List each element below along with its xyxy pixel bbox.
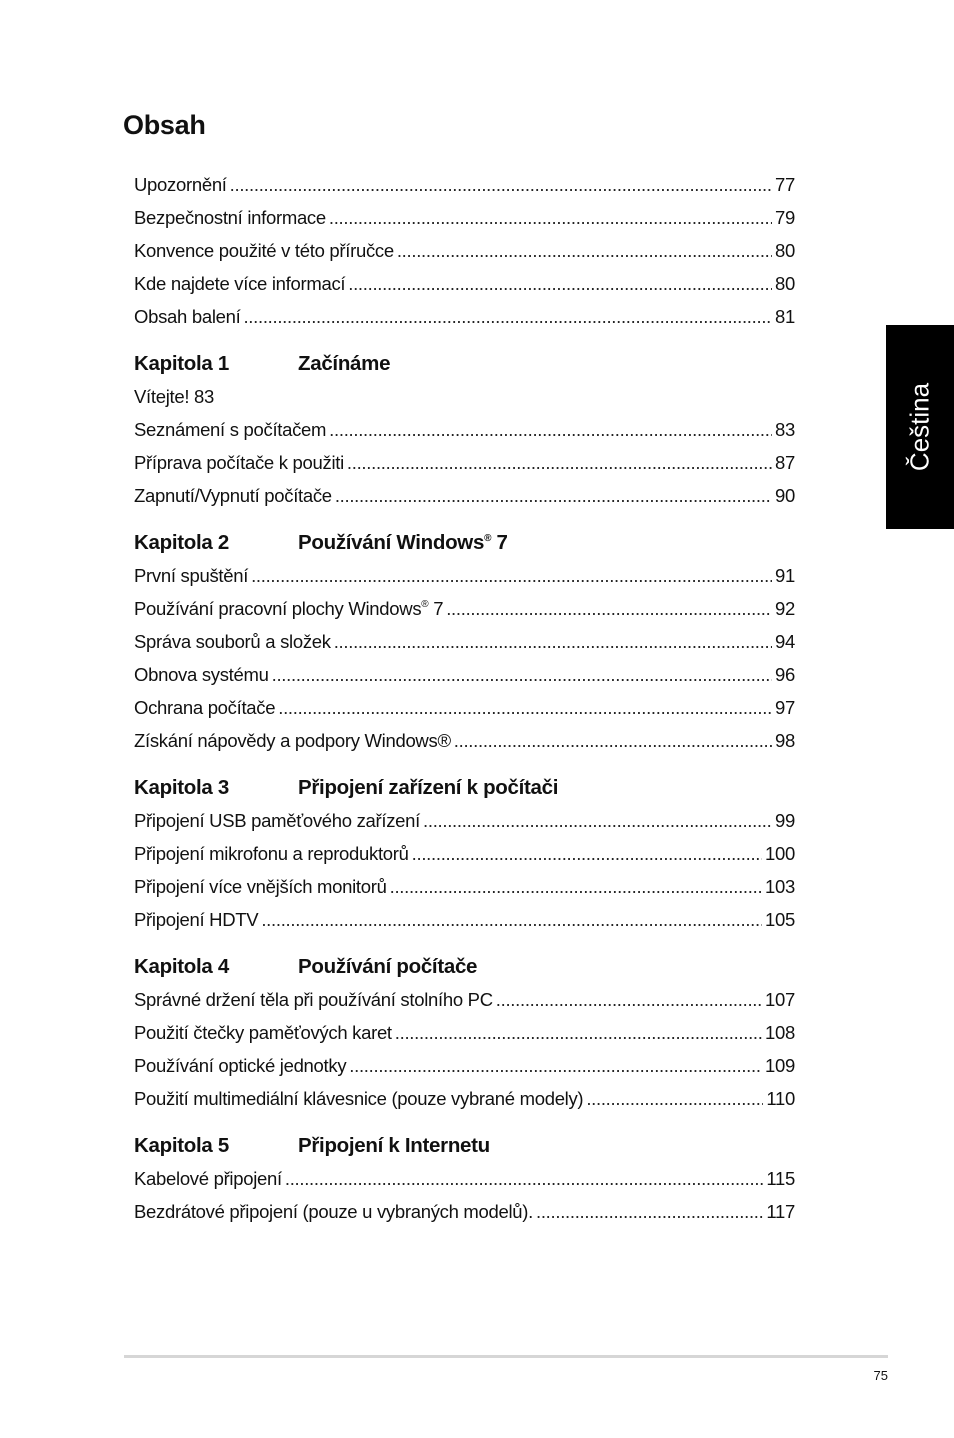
- chapter-name-text: Připojení zařízení k počítači: [298, 776, 559, 799]
- entry-page: 79: [775, 207, 795, 228]
- dot-leader: [261, 903, 762, 936]
- entry-label: [134, 559, 248, 592]
- entry-label: [134, 479, 332, 512]
- entry-page: 110: [766, 1088, 795, 1109]
- entry-label-text: Připojení HDTV: [134, 909, 259, 930]
- chapter-number: Kapitola 3: [134, 776, 229, 799]
- entry-label-text: Seznámení s počítačem: [134, 419, 327, 440]
- entry-page: 97: [775, 697, 795, 718]
- entry-label-text: Použití čtečky paměťových karet: [134, 1022, 392, 1043]
- toc-entry: [134, 1049, 795, 1082]
- table-of-contents: [134, 168, 795, 1228]
- chapter-name-text: Používání počítače: [298, 955, 478, 978]
- dot-leader: [335, 479, 772, 512]
- dot-leader: [285, 1162, 764, 1195]
- dot-leader: [395, 1016, 762, 1049]
- dot-leader: [251, 559, 772, 592]
- toc-entry: [134, 168, 795, 201]
- dot-leader: [243, 300, 772, 333]
- chapter-section: [134, 772, 795, 936]
- chapter-heading: [134, 1130, 795, 1162]
- chapter-number: Kapitola 4: [134, 955, 229, 978]
- entry-page: 96: [775, 664, 795, 685]
- chapter-name: [298, 772, 558, 804]
- toc-entry: [134, 903, 795, 936]
- entry-label: [134, 446, 344, 479]
- entry-label: [134, 691, 275, 724]
- entry-page: 81: [775, 306, 795, 327]
- entry-label-text: Bezpečnostní informace: [134, 207, 326, 228]
- footer-divider: [124, 1355, 888, 1358]
- chapter-name-text: Používání Windows: [298, 531, 485, 554]
- dot-leader: [278, 691, 772, 724]
- entry-label: [134, 903, 258, 936]
- language-tab: [886, 325, 954, 529]
- entry-page: 108: [765, 1022, 795, 1043]
- entry-label: [134, 658, 269, 691]
- toc-entry: [134, 658, 795, 691]
- toc-entry: [134, 234, 795, 267]
- chapter-heading: [134, 348, 795, 380]
- registered-mark: ®: [484, 533, 492, 544]
- toc-entry: [134, 1082, 795, 1115]
- toc-entry: [134, 300, 795, 333]
- chapter-number: Kapitola 2: [134, 531, 229, 554]
- entry-label: [134, 267, 345, 300]
- toc-entry: [134, 804, 795, 837]
- entry-page: 77: [775, 174, 795, 195]
- toc-entry: [134, 479, 795, 512]
- entry-label-text: Obnova systému: [134, 664, 269, 685]
- chapter-name: [298, 1130, 490, 1162]
- language-label: Čeština: [904, 382, 935, 472]
- dot-leader: [586, 1082, 763, 1115]
- toc-entry: [134, 870, 795, 903]
- chapter-name: [298, 527, 508, 559]
- chapter-name-text: Připojení k Internetu: [298, 1134, 490, 1157]
- toc-entry: [134, 1195, 795, 1228]
- entry-label-text: Připojení USB paměťového zařízení: [134, 810, 421, 831]
- chapter-section: [134, 348, 795, 512]
- entry-label-text: Konvence použité v této příručce: [134, 240, 394, 261]
- dot-leader: [347, 446, 772, 479]
- chapters-section: [134, 348, 795, 1228]
- toc-entry: [134, 691, 795, 724]
- toc-entry: [134, 1016, 795, 1049]
- entry-label: [134, 804, 420, 837]
- entry-label: [134, 625, 331, 658]
- entry-label-text: Bezdrátové připojení (pouze u vybraných modelů).: [134, 1201, 533, 1222]
- entry-page: 103: [765, 876, 795, 897]
- entry-label-text: Kabelové připojení: [134, 1168, 282, 1189]
- dot-leader: [412, 837, 762, 870]
- entry-page: 99: [775, 810, 795, 831]
- entry-page: 92: [775, 598, 795, 619]
- dot-leader: [329, 201, 772, 234]
- entry-page: 105: [765, 909, 795, 930]
- entry-label-text: Upozornění: [134, 174, 227, 195]
- entry-page: 100: [765, 843, 795, 864]
- dot-leader: [334, 625, 772, 658]
- entry-label: [134, 380, 214, 413]
- dot-leader: [496, 983, 762, 1016]
- dot-leader: [348, 267, 772, 300]
- dot-leader: [230, 168, 772, 201]
- entry-label: [134, 1082, 583, 1115]
- entry-label-suffix: 7: [428, 598, 444, 619]
- toc-entry: [134, 837, 795, 870]
- dot-leader: [272, 658, 772, 691]
- entry-label-text: Příprava počítače k použiti: [134, 452, 344, 473]
- entry-label-text: Připojení více vnějších monitorů: [134, 876, 387, 897]
- toc-entry: [134, 446, 795, 479]
- chapter-heading: [134, 772, 795, 804]
- toc-entry: [134, 625, 795, 658]
- entry-label: [134, 1162, 282, 1195]
- entry-label-text: Vítejte! 83: [134, 386, 215, 407]
- entry-label: [134, 1049, 346, 1082]
- entry-label-text: Obsah balení: [134, 306, 241, 327]
- entry-label: [134, 201, 326, 234]
- entry-page: 90: [775, 485, 795, 506]
- entry-label: [134, 983, 493, 1016]
- entry-label-text: Správné držení těla při používání stolního PC: [134, 989, 493, 1010]
- entry-page: 80: [775, 273, 795, 294]
- dot-leader: [446, 592, 772, 625]
- chapter-section: [134, 527, 795, 757]
- entry-label-text: Používání optické jednotky: [134, 1055, 347, 1076]
- entry-label-text: První spuštění: [134, 565, 249, 586]
- entry-label: [134, 592, 443, 625]
- toc-entry: [134, 983, 795, 1016]
- toc-entry: [134, 559, 795, 592]
- chapter-heading: [134, 527, 795, 559]
- entry-label-text: Kde najdete více informací: [134, 273, 346, 294]
- entry-label-text: Získání nápovědy a podpory Windows®: [134, 730, 451, 751]
- chapter-name: [298, 348, 390, 380]
- chapter-number: Kapitola 5: [134, 1134, 229, 1157]
- entry-label-text: Použití multimediální klávesnice (pouze vybrané modely): [134, 1088, 584, 1109]
- entry-page: 80: [775, 240, 795, 261]
- entry-label-text: Připojení mikrofonu a reproduktorů: [134, 843, 409, 864]
- entry-page: 91: [775, 565, 795, 586]
- entry-label-text: Zapnutí/Vypnutí počítače: [134, 485, 332, 506]
- toc-entry: [134, 267, 795, 300]
- entry-label: [134, 870, 387, 903]
- dot-leader: [423, 804, 772, 837]
- toc-entry: [134, 413, 795, 446]
- toc-entry: [134, 1162, 795, 1195]
- toc-entry: [134, 201, 795, 234]
- entry-label: [134, 1016, 392, 1049]
- chapter-section: [134, 1130, 795, 1228]
- chapter-name-suffix: 7: [491, 531, 508, 554]
- entry-page: 87: [775, 452, 795, 473]
- dot-leader: [349, 1049, 762, 1082]
- dot-leader: [329, 413, 772, 446]
- chapter-number: Kapitola 1: [134, 352, 229, 375]
- entry-page: 117: [766, 1201, 795, 1222]
- chapter-name: [298, 951, 477, 983]
- entry-label: [134, 837, 409, 870]
- chapter-name-text: Začínáme: [298, 352, 391, 375]
- entry-label: [134, 724, 451, 757]
- entry-page: 107: [765, 989, 795, 1010]
- toc-entry: [134, 724, 795, 757]
- page-title: Obsah: [123, 110, 206, 141]
- dot-leader: [390, 870, 762, 903]
- entry-label-text: Používání pracovní plochy Windows: [134, 598, 422, 619]
- dot-leader: [454, 724, 772, 757]
- entry-page: 94: [775, 631, 795, 652]
- intro-section: [134, 168, 795, 333]
- entry-page: 98: [775, 730, 795, 751]
- entry-label-text: Správa souborů a složek: [134, 631, 331, 652]
- entry-page: 109: [765, 1055, 795, 1076]
- chapter-section: [134, 951, 795, 1115]
- page-number: 75: [873, 1368, 888, 1383]
- entry-page: 115: [766, 1168, 795, 1189]
- entry-page: 83: [775, 419, 795, 440]
- entry-label-text: Ochrana počítače: [134, 697, 276, 718]
- chapter-heading: [134, 951, 795, 983]
- dot-leader: [397, 234, 772, 267]
- entry-label: [134, 168, 227, 201]
- toc-entry: [134, 592, 795, 625]
- toc-entry: [134, 380, 795, 413]
- dot-leader: [536, 1195, 763, 1228]
- entry-label: [134, 300, 240, 333]
- entry-label: [134, 1195, 533, 1228]
- registered-mark: ®: [421, 599, 429, 610]
- entry-label: [134, 413, 326, 446]
- entry-label: [134, 234, 394, 267]
